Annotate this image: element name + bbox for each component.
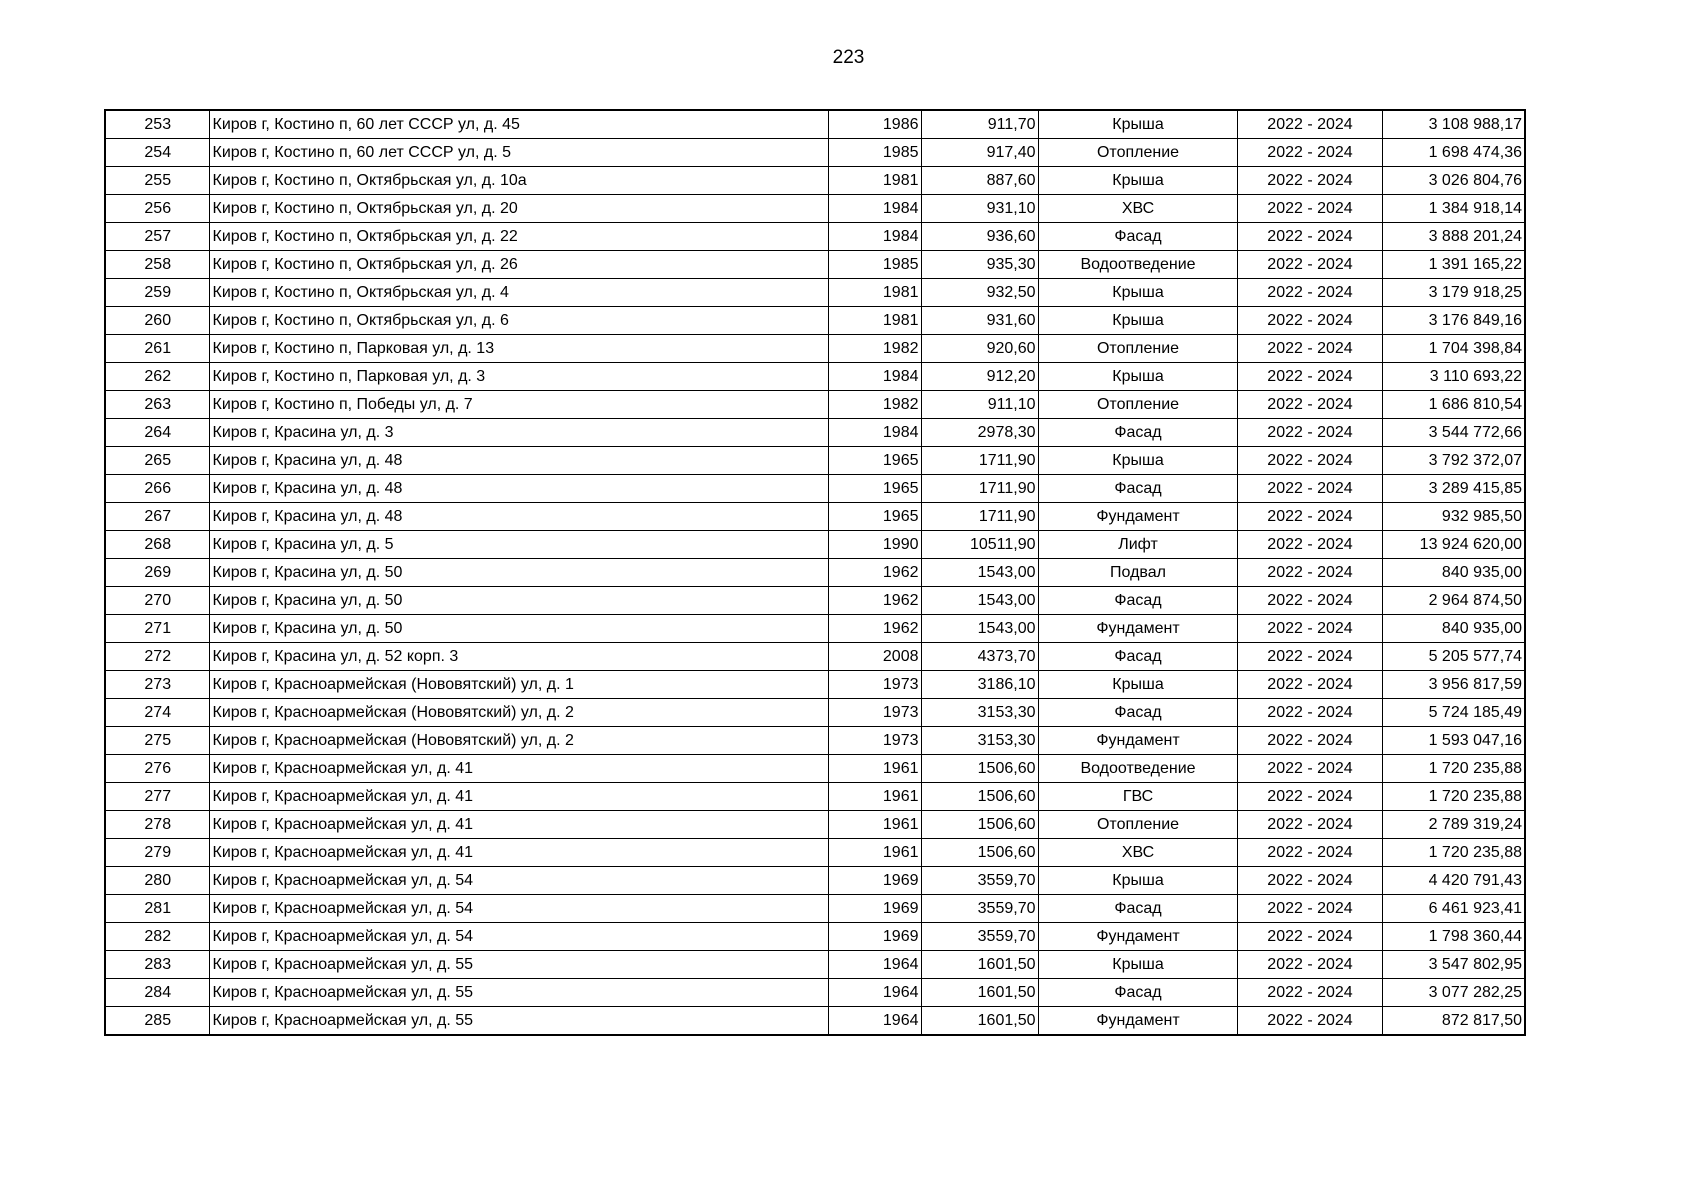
address-cell: Киров г, Красина ул, д. 48 — [209, 475, 828, 503]
address-cell: Киров г, Красина ул, д. 5 — [209, 531, 828, 559]
period-cell: 2022 - 2024 — [1237, 643, 1382, 671]
cost-cell: 2 789 319,24 — [1382, 811, 1525, 839]
area-cell: 1506,60 — [921, 811, 1038, 839]
area-cell: 932,50 — [921, 279, 1038, 307]
area-cell: 1711,90 — [921, 447, 1038, 475]
work-type-cell: Отопление — [1038, 139, 1237, 167]
table-row — [105, 755, 1525, 783]
address-cell: Киров г, Красноармейская (Нововятский) ул, д. 2 — [209, 699, 828, 727]
period-cell: 2022 - 2024 — [1237, 867, 1382, 895]
cost-cell: 1 720 235,88 — [1382, 839, 1525, 867]
table-row — [105, 279, 1525, 307]
table-row — [105, 727, 1525, 755]
table-row — [105, 503, 1525, 531]
row-number-cell: 268 — [105, 531, 209, 559]
build-year-cell: 1965 — [828, 475, 921, 503]
row-number-cell: 260 — [105, 307, 209, 335]
address-cell: Киров г, Красноармейская (Нововятский) ул, д. 1 — [209, 671, 828, 699]
cost-cell: 3 108 988,17 — [1382, 110, 1525, 139]
table-row — [105, 391, 1525, 419]
cost-cell: 840 935,00 — [1382, 615, 1525, 643]
work-type-cell: Фундамент — [1038, 923, 1237, 951]
table-row — [105, 307, 1525, 335]
cost-cell: 1 720 235,88 — [1382, 755, 1525, 783]
period-cell: 2022 - 2024 — [1237, 139, 1382, 167]
row-number-cell: 276 — [105, 755, 209, 783]
period-cell: 2022 - 2024 — [1237, 531, 1382, 559]
row-number-cell: 267 — [105, 503, 209, 531]
period-cell: 2022 - 2024 — [1237, 279, 1382, 307]
area-cell: 3186,10 — [921, 671, 1038, 699]
row-number-cell: 275 — [105, 727, 209, 755]
area-cell: 1506,60 — [921, 839, 1038, 867]
row-number-cell: 272 — [105, 643, 209, 671]
cost-cell: 1 704 398,84 — [1382, 335, 1525, 363]
address-cell: Киров г, Костино п, Октябрьская ул, д. 26 — [209, 251, 828, 279]
address-cell: Киров г, Красноармейская (Нововятский) ул, д. 2 — [209, 727, 828, 755]
build-year-cell: 1964 — [828, 951, 921, 979]
period-cell: 2022 - 2024 — [1237, 110, 1382, 139]
period-cell: 2022 - 2024 — [1237, 783, 1382, 811]
table-row — [105, 783, 1525, 811]
work-type-cell: Фасад — [1038, 643, 1237, 671]
address-cell: Киров г, Костино п, Октябрьская ул, д. 20 — [209, 195, 828, 223]
build-year-cell: 1984 — [828, 363, 921, 391]
period-cell: 2022 - 2024 — [1237, 951, 1382, 979]
area-cell: 2978,30 — [921, 419, 1038, 447]
address-cell: Киров г, Красина ул, д. 52 корп. 3 — [209, 643, 828, 671]
area-cell: 10511,90 — [921, 531, 1038, 559]
area-cell: 3153,30 — [921, 727, 1038, 755]
address-cell: Киров г, Костино п, Октябрьская ул, д. 22 — [209, 223, 828, 251]
cost-cell: 13 924 620,00 — [1382, 531, 1525, 559]
row-number-cell: 263 — [105, 391, 209, 419]
address-cell: Киров г, Красноармейская ул, д. 41 — [209, 839, 828, 867]
period-cell: 2022 - 2024 — [1237, 223, 1382, 251]
period-cell: 2022 - 2024 — [1237, 755, 1382, 783]
cost-cell: 840 935,00 — [1382, 559, 1525, 587]
address-cell: Киров г, Красина ул, д. 50 — [209, 615, 828, 643]
area-cell: 911,10 — [921, 391, 1038, 419]
table-row — [105, 251, 1525, 279]
address-cell: Киров г, Красноармейская ул, д. 55 — [209, 1007, 828, 1036]
table-row — [105, 447, 1525, 475]
work-type-cell: ХВС — [1038, 195, 1237, 223]
row-number-cell: 278 — [105, 811, 209, 839]
build-year-cell: 1969 — [828, 867, 921, 895]
period-cell: 2022 - 2024 — [1237, 167, 1382, 195]
cost-cell: 5 724 185,49 — [1382, 699, 1525, 727]
area-cell: 931,60 — [921, 307, 1038, 335]
repair-schedule-table — [104, 109, 1526, 1036]
period-cell: 2022 - 2024 — [1237, 923, 1382, 951]
area-cell: 920,60 — [921, 335, 1038, 363]
build-year-cell: 1981 — [828, 167, 921, 195]
build-year-cell: 1982 — [828, 391, 921, 419]
work-type-cell: Фундамент — [1038, 615, 1237, 643]
row-number-cell: 257 — [105, 223, 209, 251]
cost-cell: 932 985,50 — [1382, 503, 1525, 531]
work-type-cell: Фундамент — [1038, 727, 1237, 755]
period-cell: 2022 - 2024 — [1237, 475, 1382, 503]
period-cell: 2022 - 2024 — [1237, 699, 1382, 727]
cost-cell: 3 956 817,59 — [1382, 671, 1525, 699]
cost-cell: 3 547 802,95 — [1382, 951, 1525, 979]
address-cell: Киров г, Красноармейская ул, д. 41 — [209, 811, 828, 839]
work-type-cell: Крыша — [1038, 671, 1237, 699]
area-cell: 1543,00 — [921, 559, 1038, 587]
row-number-cell: 265 — [105, 447, 209, 475]
row-number-cell: 279 — [105, 839, 209, 867]
row-number-cell: 285 — [105, 1007, 209, 1036]
period-cell: 2022 - 2024 — [1237, 1007, 1382, 1036]
area-cell: 911,70 — [921, 110, 1038, 139]
work-type-cell: Водоотведение — [1038, 755, 1237, 783]
build-year-cell: 1965 — [828, 503, 921, 531]
row-number-cell: 261 — [105, 335, 209, 363]
build-year-cell: 1985 — [828, 139, 921, 167]
build-year-cell: 1961 — [828, 839, 921, 867]
area-cell: 1711,90 — [921, 503, 1038, 531]
cost-cell: 3 289 415,85 — [1382, 475, 1525, 503]
table-row — [105, 1007, 1525, 1036]
build-year-cell: 1973 — [828, 727, 921, 755]
table-row — [105, 195, 1525, 223]
work-type-cell: Крыша — [1038, 279, 1237, 307]
cost-cell: 4 420 791,43 — [1382, 867, 1525, 895]
row-number-cell: 255 — [105, 167, 209, 195]
row-number-cell: 280 — [105, 867, 209, 895]
address-cell: Киров г, Красноармейская ул, д. 41 — [209, 783, 828, 811]
table-row — [105, 643, 1525, 671]
area-cell: 936,60 — [921, 223, 1038, 251]
work-type-cell: Фундамент — [1038, 1007, 1237, 1036]
address-cell: Киров г, Костино п, Парковая ул, д. 3 — [209, 363, 828, 391]
area-cell: 1601,50 — [921, 951, 1038, 979]
build-year-cell: 1981 — [828, 279, 921, 307]
period-cell: 2022 - 2024 — [1237, 335, 1382, 363]
area-cell: 935,30 — [921, 251, 1038, 279]
cost-cell: 3 544 772,66 — [1382, 419, 1525, 447]
build-year-cell: 1961 — [828, 755, 921, 783]
row-number-cell: 271 — [105, 615, 209, 643]
work-type-cell: Отопление — [1038, 335, 1237, 363]
table-row — [105, 839, 1525, 867]
work-type-cell: Крыша — [1038, 110, 1237, 139]
period-cell: 2022 - 2024 — [1237, 671, 1382, 699]
address-cell: Киров г, Красноармейская ул, д. 55 — [209, 951, 828, 979]
row-number-cell: 259 — [105, 279, 209, 307]
table-row — [105, 167, 1525, 195]
address-cell: Киров г, Красина ул, д. 50 — [209, 559, 828, 587]
cost-cell: 1 391 165,22 — [1382, 251, 1525, 279]
period-cell: 2022 - 2024 — [1237, 587, 1382, 615]
table-row — [105, 139, 1525, 167]
address-cell: Киров г, Костино п, Парковая ул, д. 13 — [209, 335, 828, 363]
work-type-cell: Крыша — [1038, 951, 1237, 979]
build-year-cell: 1965 — [828, 447, 921, 475]
address-cell: Киров г, Красина ул, д. 3 — [209, 419, 828, 447]
work-type-cell: Лифт — [1038, 531, 1237, 559]
cost-cell: 2 964 874,50 — [1382, 587, 1525, 615]
cost-cell: 3 179 918,25 — [1382, 279, 1525, 307]
cost-cell: 3 792 372,07 — [1382, 447, 1525, 475]
address-cell: Киров г, Костино п, 60 лет СССР ул, д. 45 — [209, 110, 828, 139]
work-type-cell: Отопление — [1038, 391, 1237, 419]
address-cell: Киров г, Красина ул, д. 48 — [209, 503, 828, 531]
table-row — [105, 363, 1525, 391]
table-row — [105, 587, 1525, 615]
work-type-cell: Крыша — [1038, 363, 1237, 391]
area-cell: 1711,90 — [921, 475, 1038, 503]
table-row — [105, 615, 1525, 643]
table-row — [105, 867, 1525, 895]
work-type-cell: Фасад — [1038, 587, 1237, 615]
build-year-cell: 1973 — [828, 671, 921, 699]
area-cell: 4373,70 — [921, 643, 1038, 671]
period-cell: 2022 - 2024 — [1237, 727, 1382, 755]
area-cell: 931,10 — [921, 195, 1038, 223]
table-row — [105, 895, 1525, 923]
address-cell: Киров г, Костино п, 60 лет СССР ул, д. 5 — [209, 139, 828, 167]
work-type-cell: Водоотведение — [1038, 251, 1237, 279]
table-row — [105, 559, 1525, 587]
address-cell: Киров г, Красноармейская ул, д. 54 — [209, 867, 828, 895]
table-row — [105, 223, 1525, 251]
row-number-cell: 277 — [105, 783, 209, 811]
build-year-cell: 1982 — [828, 335, 921, 363]
work-type-cell: Фундамент — [1038, 503, 1237, 531]
area-cell: 917,40 — [921, 139, 1038, 167]
table-row — [105, 419, 1525, 447]
row-number-cell: 258 — [105, 251, 209, 279]
period-cell: 2022 - 2024 — [1237, 615, 1382, 643]
cost-cell: 1 686 810,54 — [1382, 391, 1525, 419]
period-cell: 2022 - 2024 — [1237, 447, 1382, 475]
area-cell: 3153,30 — [921, 699, 1038, 727]
row-number-cell: 283 — [105, 951, 209, 979]
work-type-cell: Фасад — [1038, 419, 1237, 447]
address-cell: Киров г, Костино п, Октябрьская ул, д. 10а — [209, 167, 828, 195]
cost-cell: 3 176 849,16 — [1382, 307, 1525, 335]
area-cell: 1543,00 — [921, 615, 1038, 643]
area-cell: 1601,50 — [921, 1007, 1038, 1036]
address-cell: Киров г, Костино п, Октябрьская ул, д. 4 — [209, 279, 828, 307]
table-row — [105, 335, 1525, 363]
row-number-cell: 273 — [105, 671, 209, 699]
area-cell: 1506,60 — [921, 755, 1038, 783]
table-row — [105, 923, 1525, 951]
work-type-cell: Фасад — [1038, 979, 1237, 1007]
build-year-cell: 1961 — [828, 783, 921, 811]
table-row — [105, 110, 1525, 139]
cost-cell: 6 461 923,41 — [1382, 895, 1525, 923]
table-row — [105, 671, 1525, 699]
build-year-cell: 1984 — [828, 223, 921, 251]
period-cell: 2022 - 2024 — [1237, 503, 1382, 531]
period-cell: 2022 - 2024 — [1237, 251, 1382, 279]
period-cell: 2022 - 2024 — [1237, 391, 1382, 419]
area-cell: 3559,70 — [921, 895, 1038, 923]
cost-cell: 1 798 360,44 — [1382, 923, 1525, 951]
work-type-cell: ХВС — [1038, 839, 1237, 867]
row-number-cell: 270 — [105, 587, 209, 615]
build-year-cell: 2008 — [828, 643, 921, 671]
address-cell: Киров г, Красноармейская ул, д. 55 — [209, 979, 828, 1007]
work-type-cell: Крыша — [1038, 867, 1237, 895]
address-cell: Киров г, Красноармейская ул, д. 41 — [209, 755, 828, 783]
table-row — [105, 475, 1525, 503]
build-year-cell: 1981 — [828, 307, 921, 335]
cost-cell: 1 593 047,16 — [1382, 727, 1525, 755]
build-year-cell: 1962 — [828, 559, 921, 587]
address-cell: Киров г, Костино п, Октябрьская ул, д. 6 — [209, 307, 828, 335]
area-cell: 1601,50 — [921, 979, 1038, 1007]
work-type-cell: Отопление — [1038, 811, 1237, 839]
table-body — [105, 110, 1525, 1035]
row-number-cell: 284 — [105, 979, 209, 1007]
cost-cell: 3 026 804,76 — [1382, 167, 1525, 195]
build-year-cell: 1969 — [828, 895, 921, 923]
work-type-cell: Крыша — [1038, 447, 1237, 475]
build-year-cell: 1962 — [828, 615, 921, 643]
period-cell: 2022 - 2024 — [1237, 195, 1382, 223]
table-row — [105, 979, 1525, 1007]
row-number-cell: 262 — [105, 363, 209, 391]
period-cell: 2022 - 2024 — [1237, 559, 1382, 587]
row-number-cell: 266 — [105, 475, 209, 503]
build-year-cell: 1969 — [828, 923, 921, 951]
row-number-cell: 269 — [105, 559, 209, 587]
page-number: 223 — [832, 47, 865, 68]
work-type-cell: Подвал — [1038, 559, 1237, 587]
period-cell: 2022 - 2024 — [1237, 895, 1382, 923]
area-cell: 1506,60 — [921, 783, 1038, 811]
cost-cell: 1 384 918,14 — [1382, 195, 1525, 223]
period-cell: 2022 - 2024 — [1237, 307, 1382, 335]
work-type-cell: Фасад — [1038, 895, 1237, 923]
build-year-cell: 1986 — [828, 110, 921, 139]
build-year-cell: 1990 — [828, 531, 921, 559]
row-number-cell: 254 — [105, 139, 209, 167]
table-row — [105, 811, 1525, 839]
address-cell: Киров г, Красноармейская ул, д. 54 — [209, 923, 828, 951]
work-type-cell: ГВС — [1038, 783, 1237, 811]
work-type-cell: Крыша — [1038, 167, 1237, 195]
build-year-cell: 1964 — [828, 979, 921, 1007]
row-number-cell: 256 — [105, 195, 209, 223]
period-cell: 2022 - 2024 — [1237, 839, 1382, 867]
work-type-cell: Крыша — [1038, 307, 1237, 335]
address-cell: Киров г, Красноармейская ул, д. 54 — [209, 895, 828, 923]
cost-cell: 3 888 201,24 — [1382, 223, 1525, 251]
work-type-cell: Фасад — [1038, 223, 1237, 251]
work-type-cell: Фасад — [1038, 475, 1237, 503]
row-number-cell: 274 — [105, 699, 209, 727]
address-cell: Киров г, Красина ул, д. 48 — [209, 447, 828, 475]
period-cell: 2022 - 2024 — [1237, 419, 1382, 447]
cost-cell: 1 720 235,88 — [1382, 783, 1525, 811]
cost-cell: 3 077 282,25 — [1382, 979, 1525, 1007]
table-row — [105, 699, 1525, 727]
build-year-cell: 1985 — [828, 251, 921, 279]
build-year-cell: 1984 — [828, 195, 921, 223]
table-row — [105, 531, 1525, 559]
area-cell: 3559,70 — [921, 867, 1038, 895]
row-number-cell: 282 — [105, 923, 209, 951]
build-year-cell: 1973 — [828, 699, 921, 727]
build-year-cell: 1962 — [828, 587, 921, 615]
area-cell: 1543,00 — [921, 587, 1038, 615]
period-cell: 2022 - 2024 — [1237, 979, 1382, 1007]
cost-cell: 5 205 577,74 — [1382, 643, 1525, 671]
build-year-cell: 1961 — [828, 811, 921, 839]
build-year-cell: 1984 — [828, 419, 921, 447]
area-cell: 887,60 — [921, 167, 1038, 195]
area-cell: 912,20 — [921, 363, 1038, 391]
row-number-cell: 253 — [105, 110, 209, 139]
address-cell: Киров г, Костино п, Победы ул, д. 7 — [209, 391, 828, 419]
period-cell: 2022 - 2024 — [1237, 363, 1382, 391]
area-cell: 3559,70 — [921, 923, 1038, 951]
period-cell: 2022 - 2024 — [1237, 811, 1382, 839]
cost-cell: 3 110 693,22 — [1382, 363, 1525, 391]
cost-cell: 1 698 474,36 — [1382, 139, 1525, 167]
cost-cell: 872 817,50 — [1382, 1007, 1525, 1036]
address-cell: Киров г, Красина ул, д. 50 — [209, 587, 828, 615]
build-year-cell: 1964 — [828, 1007, 921, 1036]
row-number-cell: 281 — [105, 895, 209, 923]
work-type-cell: Фасад — [1038, 699, 1237, 727]
table-row — [105, 951, 1525, 979]
row-number-cell: 264 — [105, 419, 209, 447]
